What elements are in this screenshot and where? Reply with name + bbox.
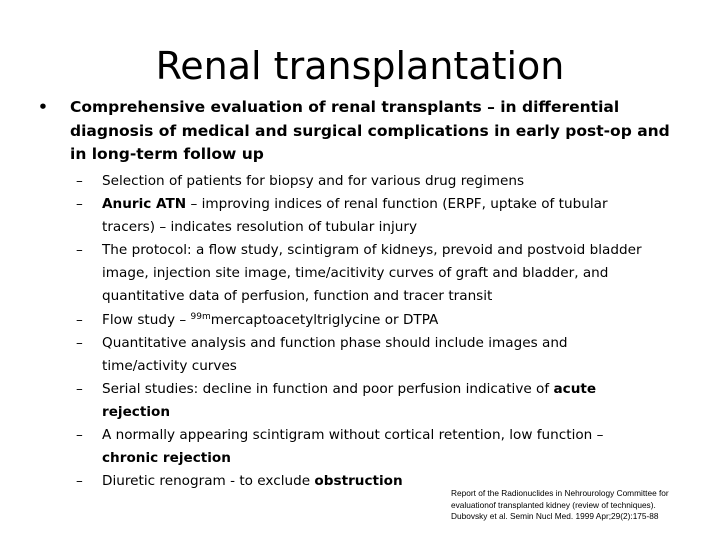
dash-marker: –	[76, 334, 83, 351]
dash-marker: –	[76, 196, 83, 213]
page-title: Renal transplantation	[155, 44, 565, 88]
item-text-after: mercaptoacetyltriglycine or DTPA	[210, 311, 439, 328]
item-text: Quantitative analysis and function phase should include images and time/activity curves	[102, 334, 568, 374]
list-item	[76, 309, 656, 332]
item-text: Serial studies: decline in function and poor perfusion indicative of	[102, 380, 554, 397]
item-text: A normally appearing scintigram without cortical retention, low function –	[102, 427, 604, 444]
sub-bullet-list	[76, 170, 656, 493]
reference-line: Report of the Radionuclides in Nehrourology Committee for	[451, 488, 669, 498]
item-strong-text: acute rejection	[102, 380, 597, 420]
dash-marker: –	[76, 173, 83, 189]
dash-marker: –	[76, 242, 83, 259]
dash-marker: –	[76, 311, 83, 328]
isotope-superscript: 99m	[190, 311, 211, 322]
item-text: – improving indices of renal function (ERPF, uptake of tubular tracers) – indicates resolution of tubular injury	[102, 196, 608, 236]
list-item	[76, 424, 656, 470]
list-item	[76, 193, 656, 239]
list-item	[76, 239, 656, 308]
reference-line: Dubovsky et al. Semin Nucl Med. 1999 Apr;29(2):175-88	[451, 511, 659, 521]
list-item	[76, 332, 656, 378]
list-item	[76, 378, 656, 424]
item-strong-text: obstruction	[314, 473, 403, 490]
item-text: Flow study –	[102, 311, 191, 328]
reference-citation	[451, 488, 717, 523]
item-text: The protocol: a flow study, scintigram of kidneys, prevoid and postvoid bladder image, injection site image, time/acitivity curves of graft and bladder, and quantitative data of perfusion, function and tracer transit	[102, 242, 642, 305]
dash-marker: –	[76, 473, 83, 490]
reference-line: evaluationof transplanted kidney (review of techniques).	[451, 499, 656, 510]
item-strong-text: Anuric ATN	[102, 196, 187, 213]
bullet-marker: •	[38, 98, 48, 116]
item-text: Selection of patients for biopsy and for various drug regimens	[102, 173, 525, 189]
dash-marker: –	[76, 380, 83, 397]
list-item	[76, 170, 656, 193]
main-bullet-text: Comprehensive evaluation of renal transplants – in differential diagnosis of medical and surgical complications in early post-op and in long-term follow up	[70, 98, 670, 163]
item-strong-text: chronic rejection	[102, 450, 231, 467]
item-text: Diuretic renogram - to exclude	[102, 473, 315, 490]
dash-marker: –	[76, 427, 83, 444]
main-bullet	[38, 96, 678, 167]
